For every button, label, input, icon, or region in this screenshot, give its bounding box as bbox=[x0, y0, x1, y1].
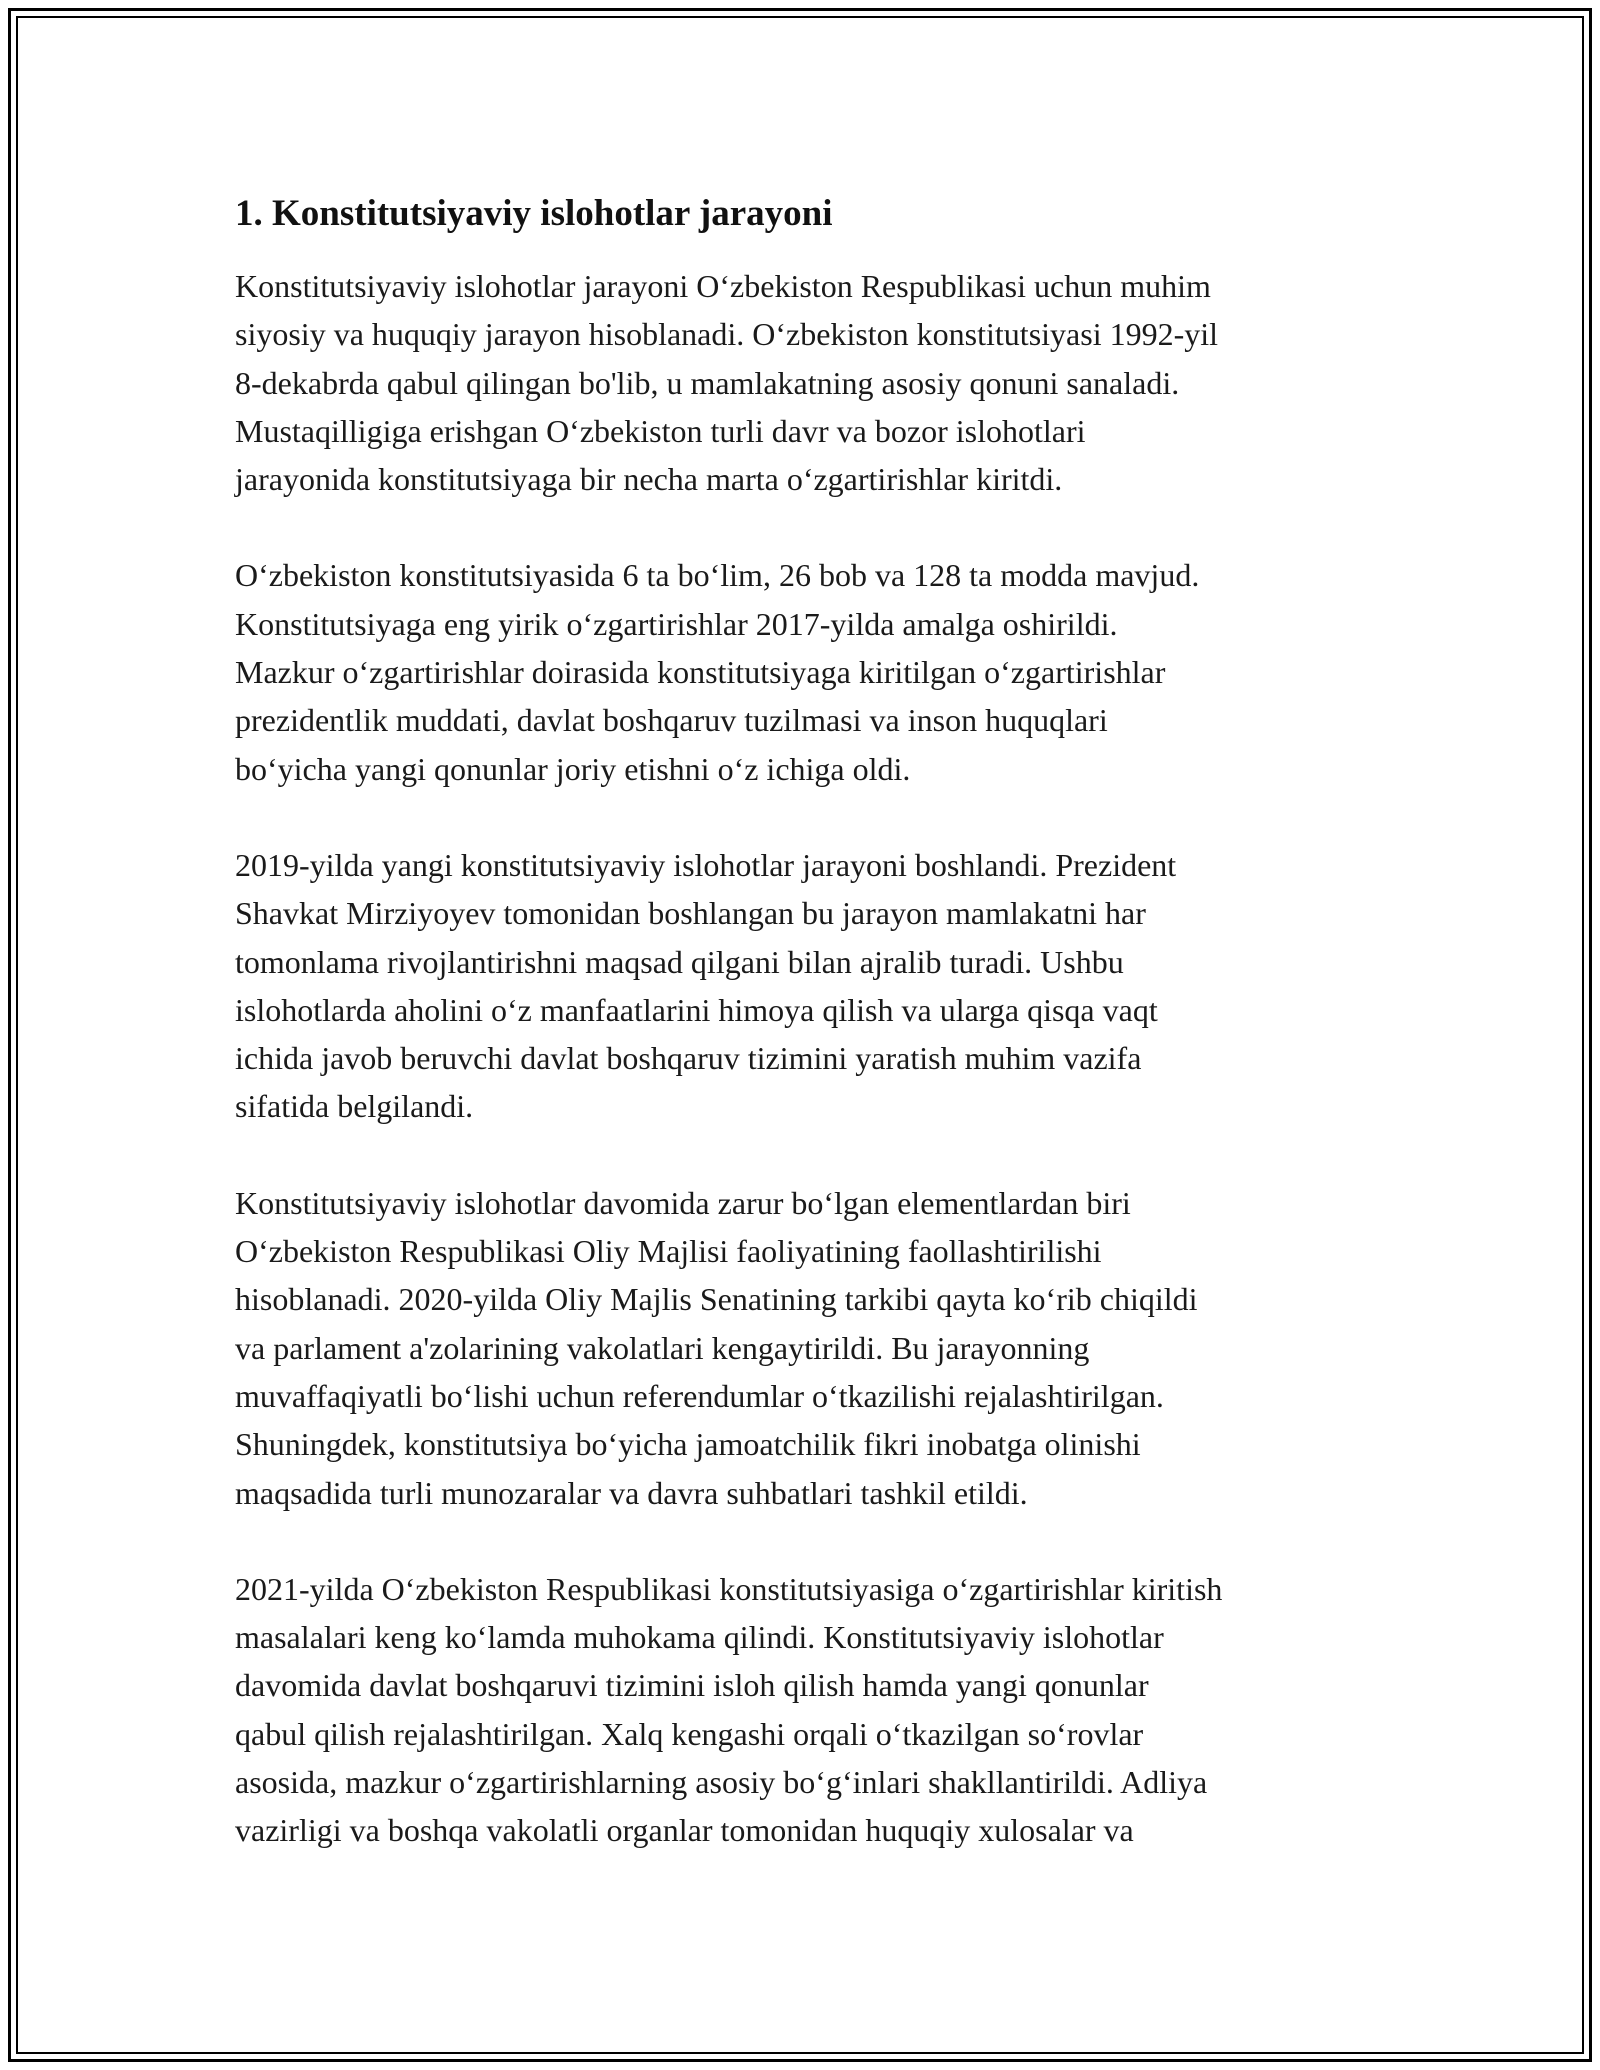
paragraph-5: 2021-yilda Oʻzbekiston Respublikasi konstitutsiyasiga oʻzgartirishlar kiritish masalalari keng koʻlamda muhokama qilindi. Konstitutsiyaviy islohotlar davomida davlat boshqaruvi tizimini isloh qilish hamda yangi qonunlar qabul qilish rejalashtirilgan. Xalq kengashi orqali oʻtkazilgan soʻrovlar asosida, mazkur oʻzgartirishlarning asosiy boʻgʻinlari shakllantirildi. Adliya vazirligi va boshqa vakolatli organlar tomonidan huquqiy xulosalar va bbox=[235, 1570, 1223, 1849]
paragraph-3: 2019-yilda yangi konstitutsiyaviy islohotlar jarayoni boshlandi. Prezident Shavkat Mirziyoyev tomonidan boshlangan bu jarayon mamlakatni har tomonlama rivojlantirishni maqsad qilgani bilan ajralib turadi. Ushbu islohotlarda aholini oʻz manfaatlarini himoya qilish va ularga qisqa vaqt ichida javob beruvchi davlat boshqaruv tizimini yaratish muhim vazifa sifatida belgilandi. bbox=[235, 846, 1177, 1125]
document-body bbox=[235, 188, 1385, 1855]
paragraph-1: Konstitutsiyaviy islohotlar jarayoni Oʻzbekiston Respublikasi uchun muhim siyosiy va huquqiy jarayon hisoblanadi. Oʻzbekiston konstitutsiyasi 1992-yil 8-dekabrda qabul qilingan bo'lib, u mamlakatning asosiy qonuni sanaladi. Mustaqilligiga erishgan Oʻzbekiston turli davr va bozor islohotlari jarayonida konstitutsiyaga bir necha marta oʻzgartirishlar kiritdi. bbox=[235, 268, 1219, 498]
paragraph-4: Konstitutsiyaviy islohotlar davomida zarur boʻlgan elementlardan biri Oʻzbekiston Respublikasi Oliy Majlisi faoliyatining faollashtirilishi hisoblanadi. 2020-yilda Oliy Majlis Senatining tarkibi qayta koʻrib chiqildi va parlament a'zolarining vakolatlari kengaytirildi. Bu jarayonning muvaffaqiyatli boʻlishi uchun referendumlar oʻtkazilishi rejalashtirilgan. Shuningdek, konstitutsiya boʻyicha jamoatchilik fikri inobatga olinishi maqsadida turli munozaralar va davra suhbatlari tashkil etildi. bbox=[235, 1184, 1198, 1511]
paragraph-2: Oʻzbekiston konstitutsiyasida 6 ta boʻlim, 26 bob va 128 ta modda mavjud. Konstitutsiyaga eng yirik oʻzgartirishlar 2017-yilda amalga oshirildi. Mazkur oʻzgartirishlar doirasida konstitutsiyaga kiritilgan oʻzgartirishlar prezidentlik muddati, davlat boshqaruv tuzilmasi va inson huquqlari boʻyicha yangi qonunlar joriy etishni oʻz ichiga oldi. bbox=[235, 557, 1200, 787]
section-heading: 1. Konstitutsiyaviy islohotlar jarayoni bbox=[235, 193, 833, 234]
